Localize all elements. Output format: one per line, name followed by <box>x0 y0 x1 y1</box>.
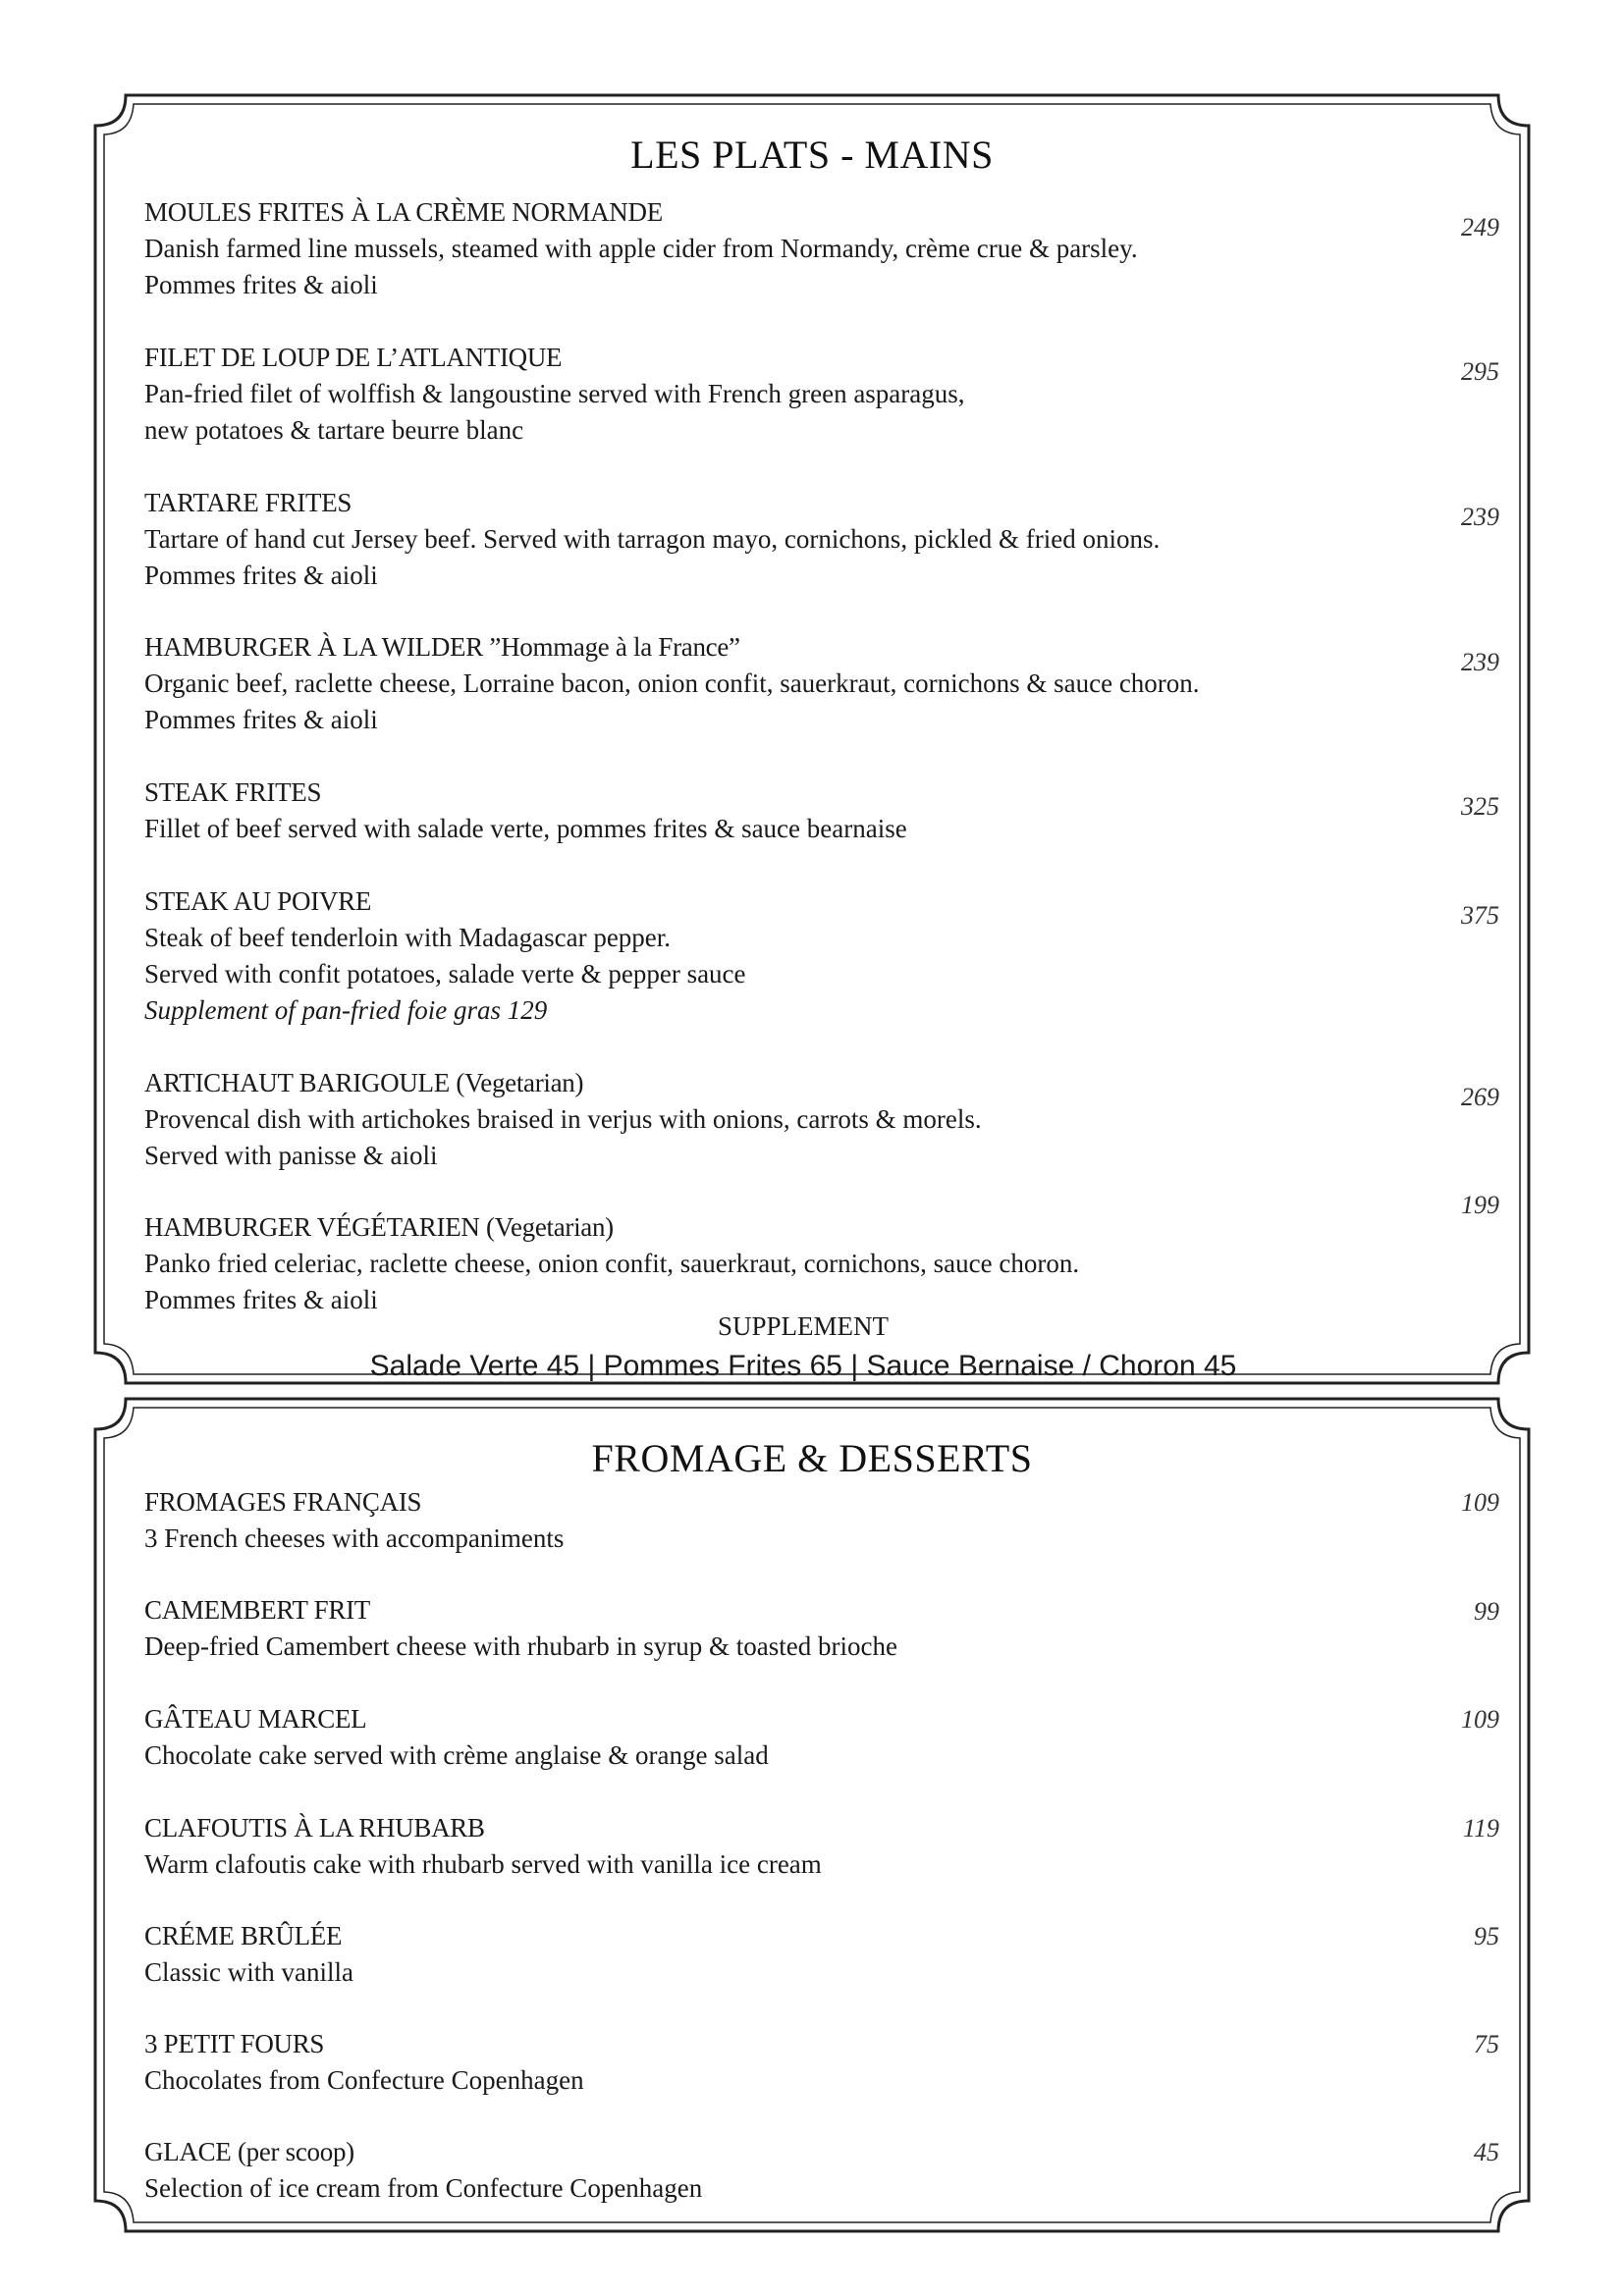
item-note: ”Hommage à la France” <box>489 632 740 662</box>
menu-item <box>144 194 1499 303</box>
item-price: 239 <box>1461 503 1499 531</box>
menu-item <box>144 1810 1499 1883</box>
mains-title: LES PLATS - MAINS <box>630 133 994 177</box>
menu-item <box>144 485 1499 594</box>
item-name: GÂTEAU MARCEL <box>144 1704 367 1734</box>
item-price: 239 <box>1461 648 1499 676</box>
menu-item <box>144 1701 1499 1774</box>
supplement-line: Salade Verte 45 | Pommes Frites 65 | Sauce Bernaise / Choron 45 <box>369 1350 1237 1382</box>
item-description: Organic beef, raclette cheese, Lorraine bacon, onion confit, sauerkraut, cornichons & sauce choron. <box>144 668 1200 698</box>
item-description: Chocolates from Confecture Copenhagen <box>144 2065 584 2095</box>
menu-item <box>144 883 1499 1029</box>
menu-item <box>144 774 1499 847</box>
item-description: Pommes frites & aioli <box>144 561 378 590</box>
item-description: Pan-fried filet of wolffish & langoustine served with French green asparagus, <box>144 379 965 408</box>
item-note: (per scoop) <box>237 2137 354 2166</box>
menu-item <box>144 1209 1499 1318</box>
item-description: Provencal dish with artichokes braised in verjus with onions, carrots & morels. <box>144 1104 982 1134</box>
item-name: STEAK FRITES <box>144 777 322 807</box>
item-name: CAMEMBERT FRIT <box>144 1595 370 1625</box>
item-name: MOULES FRITES À LA CRÈME NORMANDE <box>144 197 663 227</box>
item-name: TARTARE FRITES <box>144 488 352 517</box>
menu-item <box>144 1484 1499 1557</box>
menu-item <box>144 1065 1499 1174</box>
item-name: STEAK AU POIVRE <box>144 886 372 916</box>
item-name: FILET DE LOUP DE L’ATLANTIQUE <box>144 343 563 372</box>
item-description: Pommes frites & aioli <box>144 1285 378 1314</box>
item-name: CRÉME BRÛLÉE <box>144 1921 343 1950</box>
item-description: Steak of beef tenderloin with Madagascar pepper. <box>144 923 672 952</box>
item-price: 249 <box>1461 213 1499 241</box>
item-description: Tartare of hand cut Jersey beef. Served with tarragon mayo, cornichons, pickled & fried onions. <box>144 524 1161 554</box>
item-description: Deep-fried Camembert cheese with rhubarb in syrup & toasted brioche <box>144 1631 897 1661</box>
menu-item <box>144 1918 1499 1991</box>
item-price: 99 <box>1474 1597 1499 1626</box>
item-price: 45 <box>1474 2138 1499 2166</box>
menu-item <box>144 340 1499 449</box>
item-name: CLAFOUTIS À LA RHUBARB <box>144 1813 485 1842</box>
item-price: 295 <box>1461 357 1499 386</box>
menu-item <box>144 2026 1499 2099</box>
item-name: HAMBURGER À LA WILDER <box>144 632 483 662</box>
item-description: Danish farmed line mussels, steamed with apple cider from Normandy, crème crue & parsley. <box>144 234 1138 263</box>
item-description: Fillet of beef served with salade verte, pommes frites & sauce bearnaise <box>144 814 907 843</box>
item-description: Warm clafoutis cake with rhubarb served with vanilla ice cream <box>144 1849 822 1879</box>
item-description: new potatoes & tartare beurre blanc <box>144 415 524 445</box>
item-name: HAMBURGER VÉGÉTARIEN <box>144 1212 480 1242</box>
item-price: 95 <box>1474 1922 1499 1950</box>
item-description: Pommes frites & aioli <box>144 270 378 299</box>
item-description: Pommes frites & aioli <box>144 705 378 734</box>
item-supplement: Supplement of pan-fried foie gras 129 <box>144 995 548 1025</box>
item-name: FROMAGES FRANÇAIS <box>144 1487 422 1517</box>
item-name: ARTICHAUT BARIGOULE <box>144 1068 450 1097</box>
item-description: Panko fried celeriac, raclette cheese, onion confit, sauerkraut, cornichons, sauce choron. <box>144 1249 1080 1278</box>
item-price: 109 <box>1461 1705 1499 1734</box>
item-description: Served with panisse & aioli <box>144 1141 438 1170</box>
menu-item <box>144 629 1499 738</box>
item-price: 269 <box>1461 1083 1499 1111</box>
item-description: Chocolate cake served with crème anglaise & orange salad <box>144 1740 769 1770</box>
supplement-title: SUPPLEMENT <box>717 1311 890 1341</box>
menu-item <box>144 1592 1499 1665</box>
item-price: 75 <box>1474 2030 1499 2058</box>
item-price: 199 <box>1461 1191 1499 1219</box>
item-description: Classic with vanilla <box>144 1957 353 1987</box>
item-note: (Vegetarian) <box>486 1212 614 1242</box>
menu-item <box>144 2134 1499 2207</box>
item-price: 109 <box>1461 1488 1499 1517</box>
item-description: Served with confit potatoes, salade verte & pepper sauce <box>144 959 746 988</box>
item-description: Selection of ice cream from Confecture Copenhagen <box>144 2173 703 2203</box>
desserts-title: FROMAGE & DESSERTS <box>591 1436 1033 1480</box>
item-name: GLACE <box>144 2137 232 2166</box>
item-price: 119 <box>1462 1814 1499 1842</box>
item-price: 325 <box>1461 792 1499 821</box>
item-note: (Vegetarian) <box>456 1068 584 1097</box>
item-name: 3 PETIT FOURS <box>144 2029 325 2058</box>
item-price: 375 <box>1461 901 1499 930</box>
item-description: 3 French cheeses with accompaniments <box>144 1523 565 1553</box>
